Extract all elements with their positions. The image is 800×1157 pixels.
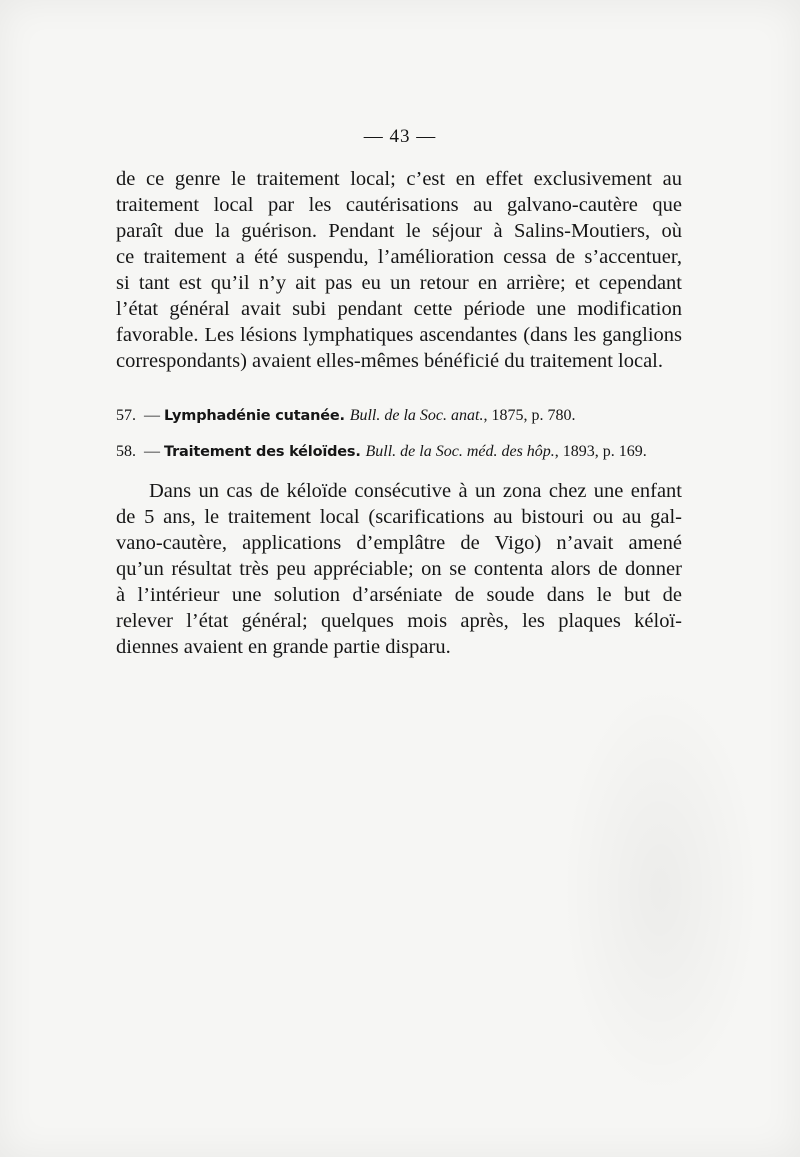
reference-number: 58.: [116, 443, 136, 460]
text-line: favorable. Les lésions lymphatiques ascendantes (dans les ganglions: [116, 324, 682, 346]
body-paragraph-2: [116, 478, 682, 660]
reference-dash: —: [144, 407, 164, 424]
reference-heading: Traitement des kéloïdes.: [164, 444, 366, 460]
reference-details: , 1893, p. 169.: [554, 443, 647, 460]
text-line: si tant est qu’il n’y ait pas eu un retour en arrière; et cependant: [116, 272, 682, 294]
text-line: relever l’état général; quelques mois après, les plaques kéloï-: [116, 610, 682, 632]
page-number: — 43 —: [363, 126, 437, 147]
body-paragraph-1: [116, 166, 682, 374]
text-line: Dans un cas de kéloïde consécutive à un zona chez une enfant: [149, 480, 682, 502]
reference-dash: —: [144, 443, 164, 460]
text-line: paraît due la guérison. Pendant le séjour à Salins-Moutiers, où: [116, 220, 682, 242]
text-line: de 5 ans, le traitement local (scarifications au bistouri ou au gal-: [116, 506, 682, 528]
reference-entry-58: [116, 441, 690, 463]
text-line: l’état général avait subi pendant cette période une modification: [116, 298, 682, 320]
text-line: diennes avaient en grande partie disparu.: [116, 636, 451, 658]
text-line: qu’un résultat très peu appréciable; on se contenta alors de donner: [116, 558, 682, 580]
reference-entry-57: [116, 405, 690, 427]
bleed-through-shading: [560, 680, 760, 1100]
text-line: ce traitement a été suspendu, l’amélioration cessa de s’accentuer,: [116, 246, 682, 268]
text-line: traitement local par les cautérisations au galvano-cautère que: [116, 194, 682, 216]
text-line: vano-cautère, applications d’emplâtre de Vigo) n’avait amené: [116, 532, 682, 554]
reference-journal: Bull. de la Soc. anat.: [349, 407, 484, 424]
text-line: de ce genre le traitement local; c’est en effet exclusivement au: [116, 168, 682, 190]
reference-number: 57.: [116, 407, 136, 424]
reference-heading: Lymphadénie cutanée.: [164, 408, 350, 424]
reference-journal: Bull. de la Soc. méd. des hôp.: [365, 443, 555, 460]
text-line: correspondants) avaient elles-mêmes bénéficié du traitement local.: [116, 350, 664, 372]
text-line: à l’intérieur une solution d’arséniate de soude dans le but de: [116, 584, 682, 606]
reference-details: , 1875, p. 780.: [483, 407, 576, 424]
